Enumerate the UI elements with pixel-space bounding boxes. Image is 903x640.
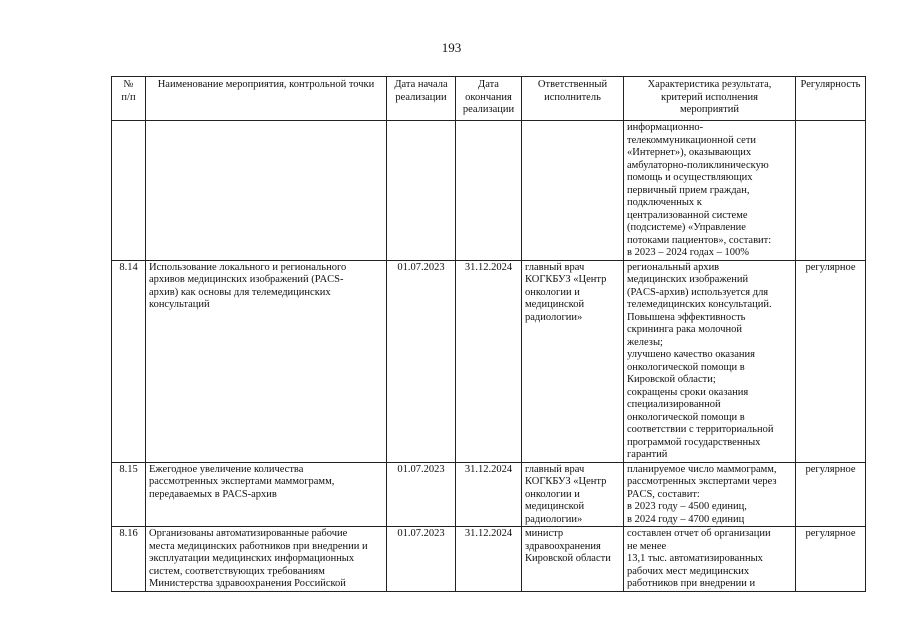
cell-responsible: главный врач КОГКБУЗ «Центр онкологии и медицинской радиологии» [522,260,624,462]
cell-end-date: 31.12.2024 [456,260,522,462]
cell-name: Использование локального и регионального архивов медицинских изображений (PACS- архив) как основы для телемедицинских консультаций [146,260,387,462]
cell-number [112,121,146,261]
cell-number: 8.16 [112,527,146,592]
cell-end-date: 31.12.2024 [456,527,522,592]
header-result: Характеристика результата, критерий исполнения мероприятий [624,77,796,121]
table-row [112,462,866,527]
header-name: Наименование мероприятия, контрольной точки [146,77,387,121]
table-row [112,260,866,462]
cell-end-date: 31.12.2024 [456,462,522,527]
cell-start-date: 01.07.2023 [387,260,456,462]
header-responsible: Ответственный исполнитель [522,77,624,121]
table-row [112,527,866,592]
cell-result: информационно- телекоммуникационной сети «Интернет»), оказывающих амбулаторно-поликлиническую помощь и осуществляющих первичный прием граждан, подключенных к централизованной системе (подсистеме) «Управление потоками пациентов», составит: в 2023 – 2024 годах – 100% [624,121,796,261]
table-header-row [112,77,866,121]
table-row [112,121,866,261]
cell-start-date: 01.07.2023 [387,527,456,592]
cell-name: Ежегодное увеличение количества рассмотренных экспертами маммограмм, передаваемых в PACS-архив [146,462,387,527]
cell-result: составлен отчет об организации не менее 13,1 тыс. автоматизированных рабочих мест медицинских работников при внедрении и [624,527,796,592]
header-end-date: Дата окончания реализации [456,77,522,121]
cell-regularity [796,121,866,261]
cell-start-date [387,121,456,261]
cell-name [146,121,387,261]
cell-name: Организованы автоматизированные рабочие места медицинских работников при внедрении и эксплуатации медицинских информационных систем, соответствующих требованиям Министерства здравоохранения Российской [146,527,387,592]
cell-regularity: регулярное [796,462,866,527]
header-start-date: Дата начала реализации [387,77,456,121]
cell-result: планируемое число маммограмм, рассмотренных экспертами через PACS, составит: в 2023 году – 4500 единиц, в 2024 году – 4700 единиц [624,462,796,527]
cell-regularity: регулярное [796,527,866,592]
page-number: 193 [441,40,462,55]
measures-table [111,76,866,592]
header-number: № п/п [112,77,146,121]
cell-number: 8.14 [112,260,146,462]
cell-result: региональный архив медицинских изображений (PACS-архив) используется для телемедицинских консультаций. Повышена эффективность скрининга рака молочной железы; улучшено качество оказания онкологической помощи в Кировской области; сокращены сроки оказания специализированной онкологической помощи в соответствии с территориальной программой государственных гарантий [624,260,796,462]
cell-number: 8.15 [112,462,146,527]
cell-start-date: 01.07.2023 [387,462,456,527]
cell-end-date [456,121,522,261]
header-regularity: Регулярность [796,77,866,121]
cell-regularity: регулярное [796,260,866,462]
cell-responsible [522,121,624,261]
cell-responsible: министр здравоохранения Кировской области [522,527,624,592]
cell-responsible: главный врач КОГКБУЗ «Центр онкологии и медицинской радиологии» [522,462,624,527]
